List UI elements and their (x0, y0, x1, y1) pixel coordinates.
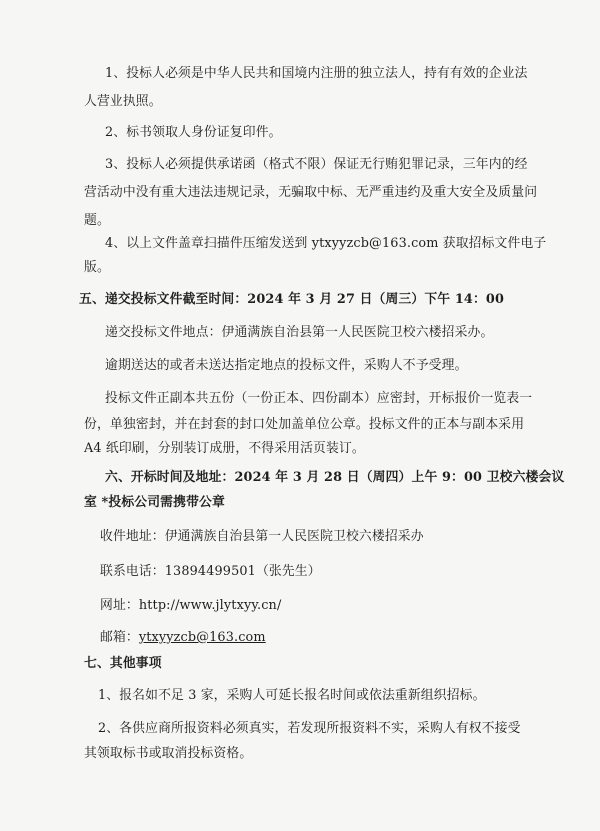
section-6-title-line-1: 六、开标时间及地址：2024 年 3 月 28 日（周四）上午 9：00 卫校六楼会议 (105, 470, 565, 485)
submission-location: 递交投标文件地点：伊通满族自治县第一人民医院卫校六楼招采办。 (105, 325, 494, 340)
requirement-4-line-1: 4、以上文件盖章扫描件压缩发送到 ytxyyzcb@163.com 获取招标文件电子 (105, 236, 547, 251)
requirement-1-line-1: 1、投标人必须是中华人民共和国境内注册的独立法人，持有有效的企业法 (105, 66, 528, 81)
copies-line-2: 份，单独密封，并在封套的封口处加盖单位公章。投标文件的正本与副本采用 (84, 417, 525, 432)
contact-phone: 联系电话：13894499501（张先生） (100, 564, 321, 579)
requirement-2: 2、标书领取人身份证复印件。 (105, 125, 282, 140)
requirement-3-line-2: 营活动中没有重大违法违规记录，无骗取中标、无严重违约及重大安全及质量问 (84, 185, 538, 200)
section-7-title: 七、其他事项 (84, 656, 162, 671)
email-link[interactable]: ytxyyzcb@163.com (138, 630, 266, 645)
requirement-4-line-2: 版。 (84, 260, 110, 275)
copies-line-1: 投标文件正副本共五份（一份正本、四份副本）应密封，开标报价一览表一 (105, 391, 533, 406)
other-item-1: 1、报名如不足 3 家，采购人可延长报名时间或依法重新组织招标。 (98, 688, 486, 703)
requirement-1-line-2: 人营业执照。 (84, 94, 162, 109)
late-submission-note: 逾期送达的或者未送达指定地点的投标文件，采购人不予受理。 (105, 358, 468, 373)
email-label: 邮箱： (100, 630, 139, 645)
copies-line-3: A4 纸印刷，分别装订成册，不得采用活页装订。 (84, 441, 365, 456)
website-url[interactable]: 网址：http://www.jlytxyy.cn/ (100, 598, 282, 613)
mailing-address: 收件地址：伊通满族自治县第一人民医院卫校六楼招采办 (100, 529, 424, 544)
requirement-3-line-3: 题。 (84, 213, 110, 228)
requirement-3-line-1: 3、投标人必须提供承诺函（格式不限）保证无行贿犯罪记录，三年内的经 (105, 157, 528, 172)
other-item-2-line-1: 2、各供应商所报资料必须真实，若发现所报资料不实，采购人有权不接受 (98, 721, 521, 736)
section-6-title-line-2: 室 *投标公司需携带公章 (84, 495, 225, 510)
email-row (100, 630, 266, 646)
other-item-2-line-2: 其领取标书或取消投标资格。 (84, 746, 253, 761)
section-5-title: 五、递交投标文件截至时间：2024 年 3 月 27 日（周三）下午 14：00 (79, 292, 505, 307)
